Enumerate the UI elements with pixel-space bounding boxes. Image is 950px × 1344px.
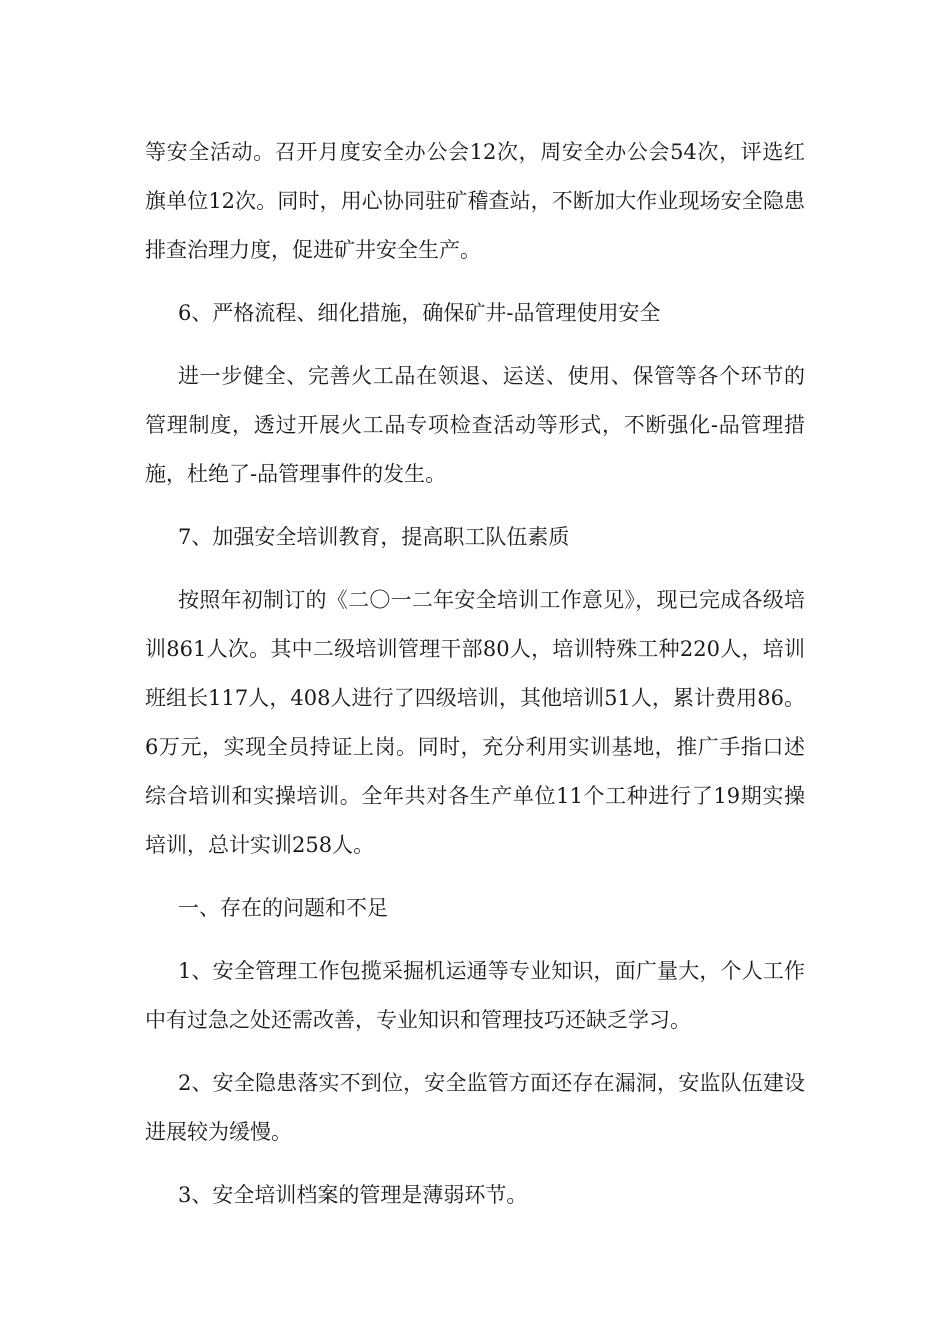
- list-item-problem-3: 3、安全培训档案的管理是薄弱环节。: [178, 1183, 528, 1207]
- paragraph-explosives-management: 进一步健全、完善火工品在领退、运送、使用、保管等各个环节的管理制度，透过开展火工品专项检查活动等形式，不断强化-品管理措施，杜绝了-品管理事件的发生。: [145, 364, 805, 486]
- section-heading-6: 6、严格流程、细化措施，确保矿井-品管理使用安全: [178, 301, 661, 325]
- paragraph-safety-activities: 等安全活动。召开月度安全办公会12次，周安全办公会54次，评选红旗单位12次。同时，用心协同驻矿稽查站，不断加大作业现场安全隐患排查治理力度，促进矿井安全生产。: [145, 140, 805, 262]
- list-item-problem-1: 1、安全管理工作包揽采掘机运通等专业知识，面广量大，个人工作中有过急之处还需改善，专业知识和管理技巧还缺乏学习。: [145, 959, 805, 1032]
- section-heading-problems: 一、存在的问题和不足: [178, 896, 388, 920]
- list-item-problem-2: 2、安全隐患落实不到位，安全监管方面还存在漏洞，安监队伍建设进展较为缓慢。: [145, 1071, 805, 1144]
- paragraph-training-statistics: 按照年初制订的《二〇一二年安全培训工作意见》，现已完成各级培训861人次。其中二级培训管理干部80人，培训特殊工种220人，培训班组长117人，408人进行了四级培训，其他培训51人，累计费用86。6万元，实现全员持证上岗。同时，充分利用实训基地，推广手指口述综合培训和实操培训。全年共对各生产单位11个工种进行了19期实操培训，总计实训258人。: [145, 588, 805, 857]
- section-heading-7: 7、加强安全培训教育，提高职工队伍素质: [178, 525, 570, 549]
- document-body: [145, 128, 805, 1234]
